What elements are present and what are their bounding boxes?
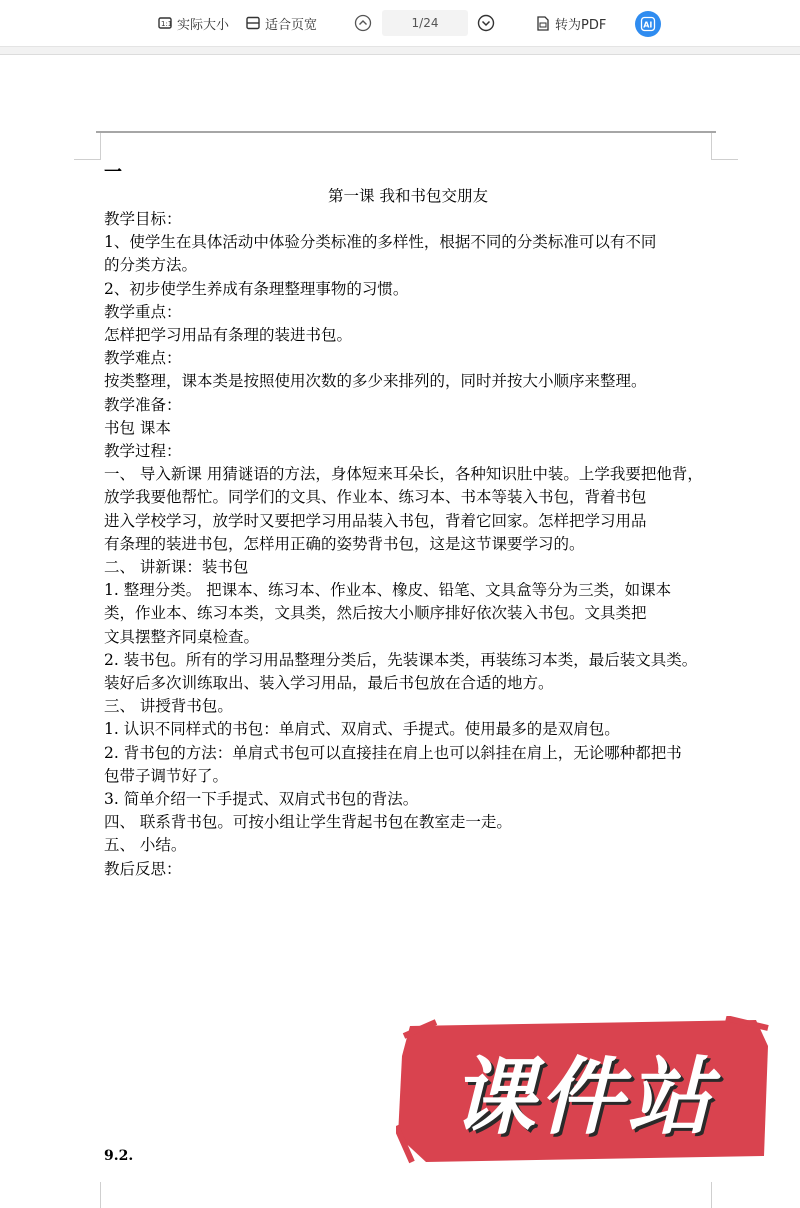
document-line: 教学过程： [104,442,182,461]
lesson-title: 第一课 我和书包交朋友 [328,187,488,205]
margin-corner-bottom-left [74,1182,101,1208]
document-line: 进入学校学习，放学时又要把学习用品装入书包，背着它回家。怎样把学习用品 [104,511,647,530]
previous-page-button[interactable] [354,14,372,32]
actual-size-label: 实际大小 [177,17,230,33]
document-line: 教学难点： [104,349,182,368]
ai-icon [640,16,656,32]
document-line: 装好后多次训练取出、装入学习用品，最后书包放在合适的地方。 [104,674,554,693]
fit-width-button[interactable] [246,11,317,35]
document-line: 3. 简单介绍一下手提式、双肩式书包的背法。 [104,790,419,809]
document-body [104,208,714,881]
pdf-convert-icon [536,16,550,31]
viewer-toolbar [0,0,800,47]
margin-corner-top-right [711,133,738,160]
document-line: 的分类方法。 [104,256,198,275]
section-marker: 一 [104,162,122,183]
document-line: 2、初步使学生养成有条理整理事物的习惯。 [104,279,409,298]
document-line: 教学准备： [104,395,182,414]
watermark-text: 课件站 [450,1047,715,1146]
svg-text:AI: AI [643,20,653,30]
document-line: 按类整理，课本类是按照使用次数的多少来排列的，同时并按大小顺序来整理。 [104,372,647,391]
chevron-up-icon [354,14,372,32]
document-line: 教学重点： [104,302,182,321]
document-line: 三、 讲授背书包。 [104,697,233,716]
fit-width-icon [246,16,260,30]
document-line: 1. 整理分类。 把课本、练习本、作业本、橡皮、铅笔、文具盒等分为三类，如课本 [104,581,672,600]
page-edge [0,54,800,55]
document-line: 有条理的装进书包，怎样用正确的姿势背书包，这是这节课要学习的。 [104,534,585,553]
ai-assistant-button[interactable] [635,11,661,37]
document-line: 2. 装书包。所有的学习用品整理分类后，先装课本类，再装练习本类，最后装文具类。 [104,650,698,669]
convert-to-pdf-label: 转为PDF [555,17,607,33]
page-number-field[interactable]: 1/24 [382,10,468,36]
actual-size-button[interactable] [158,11,229,35]
chevron-down-icon [477,14,495,32]
fit-width-label: 适合页宽 [265,17,318,33]
document-line: 一、 导入新课 用猜谜语的方法，身体短来耳朵长，各种知识肚中装。上学我要把他背， [104,465,703,484]
document-line: 文具摆整齐同桌检查。 [104,627,260,646]
document-line: 1. 认识不同样式的书包：单肩式、双肩式、手提式。使用最多的是双肩包。 [104,720,620,739]
document-line: 书包 课本 [104,418,171,437]
document-line: 四、 联系背书包。可按小组让学生背起书包在教室走一走。 [104,813,512,832]
document-line: 类，作业本、练习本类，文具类，然后按大小顺序排好依次装入书包。文具类把 [104,604,647,623]
document-line: 放学我要他帮忙。同学们的文具、作业本、练习本、书本等装入书包，背着书包 [104,488,647,507]
document-line: 教学目标： [104,210,182,228]
document-line: 包带子调节好了。 [104,766,229,785]
actual-size-icon [158,16,172,30]
document-line: 2. 背书包的方法：单肩式书包可以直接挂在肩上也可以斜挂在肩上，无论哪种都把书 [104,743,682,762]
svg-text:1:1: 1:1 [161,20,172,28]
document-line: 五、 小结。 [104,836,187,855]
header-rule [96,131,716,133]
document-line: 二、 讲新课：装书包 [104,558,249,577]
document-line: 教后反思： [104,859,182,878]
next-page-button[interactable] [477,14,495,32]
page-footer-number: 9.2. [104,1148,134,1164]
watermark-logo [396,1016,770,1164]
margin-corner-top-left [74,133,101,160]
document-line: 怎样把学习用品有条理的装进书包。 [104,326,353,345]
convert-to-pdf-button[interactable] [536,11,606,35]
document-line: 1、使学生在具体活动中体验分类标准的多样性，根据不同的分类标准可以有不同 [104,233,657,252]
margin-corner-bottom-right [711,1182,738,1208]
